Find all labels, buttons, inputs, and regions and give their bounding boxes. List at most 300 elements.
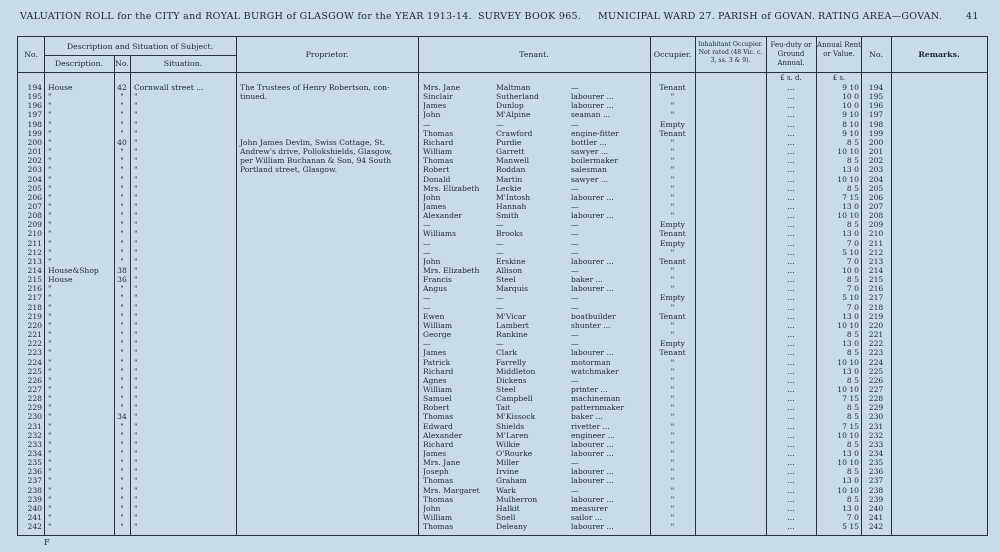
row-number-right: 203 (868, 165, 884, 175)
feu-duty: ... (787, 320, 795, 330)
tenant-occupation: labourer ... (571, 348, 614, 358)
tenant-first-name: — (423, 293, 431, 303)
table-row (18, 458, 987, 467)
proprietor-line: The Trustees of Henry Robertson, con- (240, 83, 390, 92)
occupier: " (670, 412, 675, 422)
row-number: 235 (27, 458, 42, 468)
subject-number: " (120, 293, 124, 303)
tenant-first-name: John (423, 503, 441, 513)
description: " (48, 311, 52, 321)
situation: " (134, 503, 138, 513)
tenant-surname: Rankine (496, 330, 528, 340)
row-number: 234 (27, 449, 42, 458)
table-row (18, 339, 987, 348)
header-remarks: Remarks. (918, 50, 960, 59)
header-rule (18, 72, 987, 73)
annual-rent: 8 10 (842, 119, 859, 129)
feu-duty: ... (787, 458, 795, 468)
feu-duty: ... (787, 119, 795, 129)
subject-number: " (120, 421, 124, 431)
tenant-occupation: labourer ... (571, 192, 614, 202)
subject-number: " (120, 467, 124, 477)
subject-number: 34 (117, 412, 127, 422)
description: " (48, 156, 52, 166)
description: " (48, 375, 52, 385)
subject-number: " (120, 513, 124, 523)
tenant-first-name: Edward (423, 421, 453, 431)
table-row (18, 449, 987, 458)
feu-duty: ... (787, 330, 795, 340)
subject-number: " (120, 256, 124, 266)
description: " (48, 110, 52, 120)
description: " (48, 293, 52, 303)
row-number: 229 (27, 403, 42, 413)
annual-rent: 13 0 (842, 339, 859, 349)
row-number: 223 (27, 348, 42, 358)
annual-rent: 8 5 (846, 348, 859, 358)
description: " (48, 366, 52, 376)
description: " (48, 147, 52, 157)
row-number-right: 194 (868, 83, 884, 92)
tenant-first-name: Richard (423, 137, 454, 147)
occupier: Tenant (659, 83, 686, 92)
tenant-surname: Roddan (496, 165, 526, 175)
occupier: " (670, 485, 675, 495)
occupier: Empty (660, 293, 685, 303)
tenant-first-name: Joseph (423, 467, 449, 477)
tenant-occupation: seaman ... (571, 110, 611, 120)
annual-rent: 7 0 (846, 256, 859, 266)
tenant-surname: Middleton (496, 366, 536, 376)
situation: " (134, 266, 138, 275)
row-number-right: 227 (868, 384, 884, 394)
row-number: 217 (27, 293, 42, 303)
table-row (18, 202, 987, 211)
subject-number: 36 (117, 275, 127, 285)
feu-units: £ s. d. (780, 74, 802, 82)
tenant-occupation: bottler ... (571, 137, 607, 147)
feu-duty: ... (787, 256, 795, 266)
description: " (48, 101, 52, 111)
row-number: 225 (27, 366, 42, 376)
row-number-right: 241 (868, 513, 884, 523)
annual-rent: 7 15 (842, 421, 859, 431)
row-number: 240 (27, 503, 42, 513)
description: " (48, 357, 52, 367)
situation: " (134, 384, 138, 394)
row-number-right: 217 (868, 293, 884, 303)
tenant-first-name: James (423, 101, 447, 111)
tenant-occupation: — (571, 238, 579, 248)
description: " (48, 503, 52, 513)
tenant-surname: M'Laren (496, 430, 529, 440)
annual-rent: 10 10 (837, 320, 859, 330)
row-number-right: 220 (868, 320, 884, 330)
annual-rent: 8 5 (846, 275, 859, 285)
situation: " (134, 293, 138, 303)
row-number: 230 (27, 412, 42, 422)
table-row (18, 165, 987, 174)
page-heading (0, 6, 1000, 26)
row-number: 238 (27, 485, 42, 495)
description: " (48, 476, 52, 486)
occupier: " (670, 275, 675, 285)
tenant-occupation: labourer ... (571, 467, 614, 477)
annual-rent: 10 10 (837, 485, 859, 495)
row-number-right: 209 (868, 220, 884, 230)
occupier: " (670, 247, 675, 257)
description: " (48, 421, 52, 431)
description: " (48, 458, 52, 468)
table-row (18, 83, 987, 92)
occupier: Tenant (659, 348, 686, 358)
row-number: 221 (27, 330, 42, 340)
row-number: 239 (27, 494, 42, 504)
tenant-first-name: Thomas (423, 412, 454, 422)
subject-number: 38 (117, 266, 127, 275)
row-number-right: 205 (868, 183, 884, 193)
row-number: 206 (27, 192, 42, 202)
subject-number: 40 (117, 137, 127, 147)
occupier: " (670, 147, 675, 157)
tenant-surname: Martin (496, 174, 523, 184)
description: House&Shop (48, 266, 99, 275)
annual-rent: 7 0 (846, 238, 859, 248)
annual-rent: 13 0 (842, 201, 859, 211)
feu-duty: ... (787, 293, 795, 303)
tenant-first-name: James (423, 449, 447, 458)
footer-mark: F (44, 538, 50, 547)
tenant-occupation: labourer ... (571, 476, 614, 486)
occupier: " (670, 394, 675, 404)
proprietor-line: tinued. (240, 92, 268, 102)
row-number-right: 242 (868, 522, 884, 532)
occupier: " (670, 183, 675, 193)
situation: " (134, 137, 138, 147)
tenant-occupation: — (571, 247, 579, 257)
tenant-first-name: William (423, 147, 453, 157)
occupier: Tenant (659, 311, 686, 321)
header-no-right: No. (869, 50, 883, 59)
tenant-occupation: labourer ... (571, 522, 614, 532)
tenant-occupation: labourer ... (571, 92, 614, 102)
tenant-occupation: — (571, 293, 579, 303)
feu-duty: ... (787, 156, 795, 166)
tenant-surname: — (496, 238, 504, 248)
subject-number: 42 (117, 83, 127, 92)
proprietor-line: per William Buchanan & Son, 94 South (240, 156, 392, 166)
subject-number: " (120, 174, 124, 184)
tenant-surname: — (496, 293, 504, 303)
header-inhabitant-occupier: Inhabitant Occupier. Not rated (48 Vic. c. 3, ss. 3 & 9). (698, 41, 763, 64)
subject-number: " (120, 128, 124, 138)
row-number-right: 230 (868, 412, 884, 422)
tenant-surname: Hannah (496, 201, 527, 211)
situation: " (134, 366, 138, 376)
tenant-surname: — (496, 220, 504, 230)
feu-duty: ... (787, 503, 795, 513)
subject-number: " (120, 439, 124, 449)
feu-duty: ... (787, 403, 795, 413)
header-subject-no: No. (115, 59, 129, 68)
table-row (18, 275, 987, 284)
situation: " (134, 412, 138, 422)
occupier: " (670, 201, 675, 211)
row-number-right: 214 (868, 266, 884, 275)
description: " (48, 494, 52, 504)
tenant-occupation: patternmaker (571, 403, 624, 413)
table-row (18, 348, 987, 357)
description: " (48, 174, 52, 184)
occupier: Empty (660, 220, 685, 230)
row-number: 227 (27, 384, 42, 394)
feu-duty: ... (787, 101, 795, 111)
description: " (48, 119, 52, 129)
situation: " (134, 458, 138, 468)
tenant-surname: Shields (496, 421, 525, 431)
row-number-right: 236 (868, 467, 884, 477)
feu-duty: ... (787, 394, 795, 404)
feu-duty: ... (787, 165, 795, 175)
tenant-occupation: baker ... (571, 275, 603, 285)
annual-rent: 13 0 (842, 449, 859, 458)
tenant-surname: Brooks (496, 229, 523, 239)
tenant-occupation: labourer ... (571, 449, 614, 458)
situation: " (134, 183, 138, 193)
tenant-occupation: printer ... (571, 384, 608, 394)
row-number: 242 (27, 522, 42, 532)
header-feu-duty: Feu-duty or Ground Annual. (770, 41, 812, 67)
subject-number: " (120, 330, 124, 340)
situation: " (134, 394, 138, 404)
subject-number: " (120, 92, 124, 102)
annual-rent: 8 5 (846, 330, 859, 340)
description: " (48, 412, 52, 422)
occupier: Tenant (659, 128, 686, 138)
situation: " (134, 513, 138, 523)
tenant-surname: Manwell (496, 156, 530, 166)
feu-duty: ... (787, 439, 795, 449)
feu-duty: ... (787, 302, 795, 312)
feu-duty: ... (787, 494, 795, 504)
table-row (18, 211, 987, 220)
subject-number: " (120, 394, 124, 404)
subject-number: " (120, 485, 124, 495)
feu-duty: ... (787, 238, 795, 248)
tenant-surname: Campbell (496, 394, 533, 404)
table-row (18, 394, 987, 403)
tenant-first-name: Thomas (423, 156, 454, 166)
subject-number: " (120, 403, 124, 413)
subject-number: " (120, 494, 124, 504)
row-number-right: 239 (868, 494, 884, 504)
row-number: 215 (27, 275, 42, 285)
occupier: " (670, 449, 675, 458)
feu-duty: ... (787, 247, 795, 257)
table-row (18, 175, 987, 184)
annual-rent: 8 5 (846, 183, 859, 193)
row-number-right: 202 (868, 156, 884, 166)
situation: " (134, 275, 138, 285)
table-row (18, 266, 987, 275)
annual-rent: 10 0 (842, 101, 859, 111)
situation: " (134, 101, 138, 111)
tenant-occupation: — (571, 266, 579, 275)
occupier: " (670, 403, 675, 413)
tenant-first-name: Mrs. Jane (423, 458, 461, 468)
tenant-first-name: William (423, 320, 453, 330)
row-number-right: 196 (868, 101, 884, 111)
feu-duty: ... (787, 128, 795, 138)
situation: " (134, 92, 138, 102)
subject-number: " (120, 366, 124, 376)
row-number: 214 (27, 266, 42, 275)
table-row (18, 229, 987, 238)
tenant-occupation: — (571, 220, 579, 230)
tenant-occupation: labourer ... (571, 256, 614, 266)
annual-rent: 5 10 (842, 293, 859, 303)
tenant-occupation: shunter ... (571, 320, 611, 330)
situation: " (134, 339, 138, 349)
annual-rent: 8 5 (846, 439, 859, 449)
annual-rent: 7 0 (846, 284, 859, 294)
occupier: " (670, 366, 675, 376)
feu-duty: ... (787, 485, 795, 495)
tenant-occupation: sawyer ... (571, 174, 608, 184)
table-row (18, 504, 987, 513)
table-row (18, 522, 987, 531)
annual-rent: 8 5 (846, 403, 859, 413)
situation: " (134, 256, 138, 266)
subject-number: " (120, 503, 124, 513)
subject-number: " (120, 183, 124, 193)
tenant-first-name: Alexander (423, 430, 463, 440)
table-row (18, 220, 987, 229)
feu-duty: ... (787, 192, 795, 202)
description: " (48, 384, 52, 394)
feu-duty: ... (787, 348, 795, 358)
tenant-occupation: labourer ... (571, 101, 614, 111)
occupier: " (670, 375, 675, 385)
feu-duty: ... (787, 311, 795, 321)
tenant-first-name: Sinclair (423, 92, 453, 102)
subject-number: " (120, 247, 124, 257)
description: " (48, 201, 52, 211)
feu-duty: ... (787, 220, 795, 230)
row-number: 232 (27, 430, 42, 440)
feu-duty: ... (787, 284, 795, 294)
tenant-first-name: John (423, 110, 441, 120)
situation: " (134, 165, 138, 175)
tenant-surname: Erskine (496, 256, 526, 266)
row-number-right: 240 (868, 503, 884, 513)
header-no: No. (24, 50, 38, 59)
description: " (48, 229, 52, 239)
situation: " (134, 192, 138, 202)
tenant-first-name: Mrs. Margaret (423, 485, 480, 495)
occupier: " (670, 421, 675, 431)
occupier: " (670, 101, 675, 111)
annual-rent: 8 5 (846, 412, 859, 422)
subject-number: " (120, 430, 124, 440)
subject-number: " (120, 211, 124, 221)
situation: " (134, 156, 138, 166)
tenant-surname: Deleany (496, 522, 528, 532)
annual-rent: 10 10 (837, 147, 859, 157)
table-row (18, 303, 987, 312)
tenant-first-name: John (423, 256, 441, 266)
tenant-occupation: boatbuilder (571, 311, 616, 321)
header-occupier: Occupier. (653, 50, 692, 59)
subject-number: " (120, 147, 124, 157)
feu-duty: ... (787, 412, 795, 422)
situation: " (134, 110, 138, 120)
situation: " (134, 174, 138, 184)
situation: " (134, 211, 138, 221)
row-number: 218 (27, 302, 42, 312)
row-number: 205 (27, 183, 42, 193)
row-number-right: 201 (868, 147, 884, 157)
tenant-first-name: Patrick (423, 357, 451, 367)
table-row (18, 101, 987, 110)
table-row (18, 248, 987, 257)
tenant-first-name: George (423, 330, 452, 340)
subject-number: " (120, 110, 124, 120)
row-number-right: 231 (868, 421, 884, 431)
description: " (48, 183, 52, 193)
annual-rent: 9 10 (842, 110, 859, 120)
feu-duty: ... (787, 83, 795, 92)
annual-rent: 10 10 (837, 174, 859, 184)
tenant-occupation: — (571, 83, 579, 92)
annual-rent: 7 15 (842, 192, 859, 202)
table-row (18, 184, 987, 193)
annual-rent: 8 5 (846, 494, 859, 504)
tenant-surname: Wilkie (496, 439, 521, 449)
annual-rent: 5 10 (842, 247, 859, 257)
tenant-occupation: engine-fitter (571, 128, 619, 138)
description: " (48, 211, 52, 221)
occupier: " (670, 357, 675, 367)
subject-number: " (120, 284, 124, 294)
situation: " (134, 485, 138, 495)
description: " (48, 128, 52, 138)
tenant-surname: Garrett (496, 147, 525, 157)
row-number: 224 (27, 357, 42, 367)
tenant-occupation: — (571, 201, 579, 211)
header-tenant: Tenant. (519, 50, 549, 59)
annual-rent: 13 0 (842, 311, 859, 321)
tenant-first-name: — (423, 339, 431, 349)
tenant-surname: — (496, 247, 504, 257)
tenant-occupation: measurer (571, 503, 608, 513)
feu-duty: ... (787, 174, 795, 184)
tenant-first-name: Ewen (423, 311, 445, 321)
tenant-occupation: — (571, 119, 579, 129)
subject-number: " (120, 320, 124, 330)
row-number-right: 211 (868, 238, 884, 248)
description: House (48, 83, 73, 92)
occupier: " (670, 522, 675, 532)
tenant-surname: — (496, 302, 504, 312)
description: " (48, 137, 52, 147)
tenant-occupation: — (571, 485, 579, 495)
annual-rent: 8 5 (846, 156, 859, 166)
annual-rent: 5 15 (842, 522, 859, 532)
feu-duty: ... (787, 183, 795, 193)
table-row (18, 193, 987, 202)
row-number: 199 (27, 128, 42, 138)
